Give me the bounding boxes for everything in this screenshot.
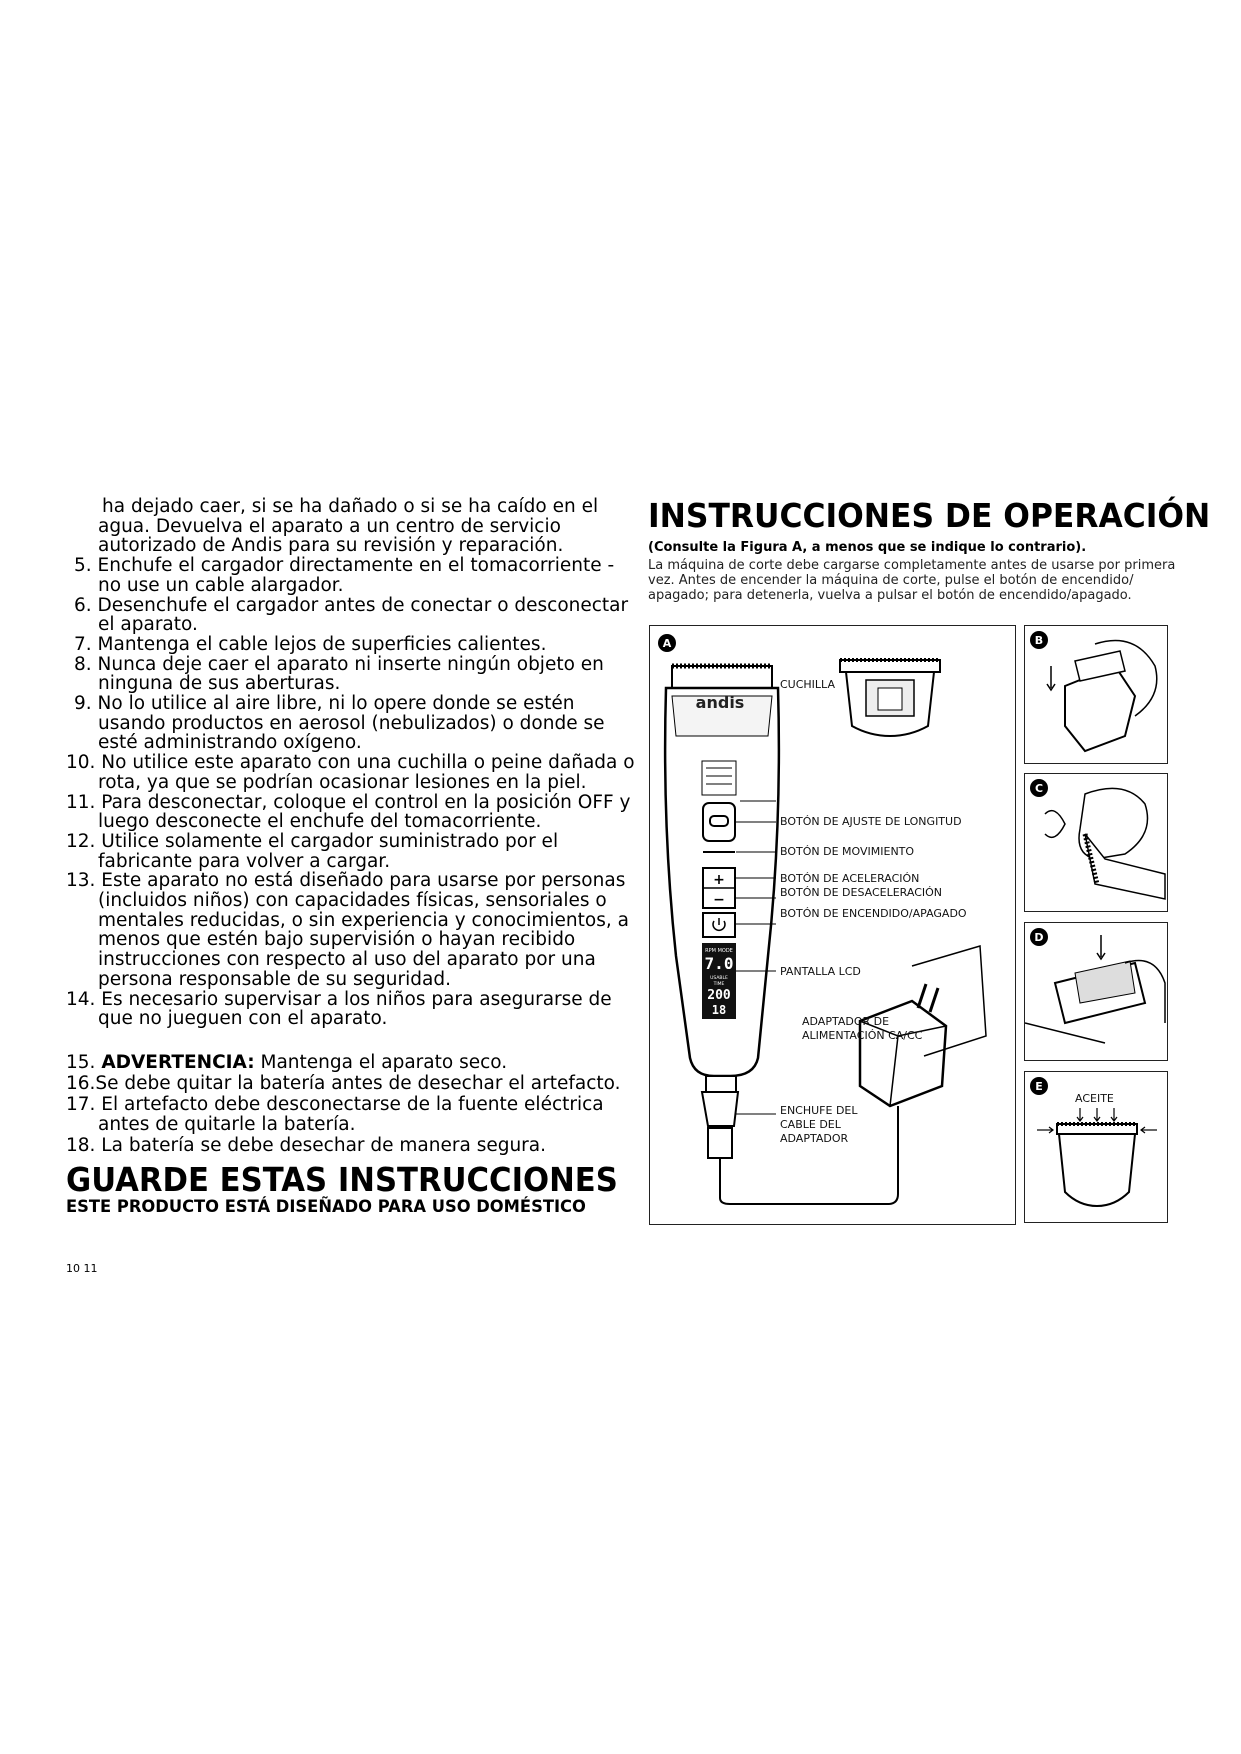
list-line: persona responsable de su seguridad. [98,968,451,990]
save-instructions-heading: GUARDE ESTAS INSTRUCCIONES [66,1160,618,1199]
label-power-button: BOTÓN DE ENCENDIDO/APAGADO [780,907,967,920]
list-line: no use un cable alargador. [98,574,344,596]
operation-paragraph-line: vez. Antes de encender la máquina de corte, pulse el botón de encendido/ [648,573,1134,588]
label-cuchilla: CUCHILLA [780,678,835,691]
length-adjust-icon [710,816,728,826]
plus-button[interactable]: + [713,872,725,888]
brand-logo: andis [695,693,745,712]
list-item-17: 17. El artefacto debe desconectarse de la fuente eléctrica [66,1094,604,1115]
list-line: menos que estén bajo supervisión o hayan recibido [98,929,576,951]
list-line: esté administrando oxígeno. [98,732,362,754]
lcd-battery-value: 18 [711,1003,727,1017]
figure-b-panel [1024,625,1168,764]
list-line: 12. Utilice solamente el cargador suministrado por el [66,830,559,852]
label-cable-plug: ENCHUFE DEL [780,1104,858,1117]
list-item-17-cont: antes de quitarle la batería. [98,1114,356,1135]
list-item-15: 15. ADVERTENCIA: Mantenga el aparato seco. [66,1052,508,1073]
list-line: 14. Es necesario supervisar a los niños para asegurarse de [66,988,612,1010]
list-line: usando productos en aerosol (nebulizados) o donde se [98,712,605,734]
list-line: 13. Este aparato no está diseñado para usarse por personas [66,870,626,892]
list-line: mentales reducidas, o sin experiencia y conocimientos, a [98,909,629,931]
list-line: 8. Nunca deje caer el aparato ni inserte ningún objeto en [74,653,604,675]
figure-c-panel [1024,773,1168,912]
figure-e-illustration [1025,1072,1167,1222]
operation-subtitle: (Consulte la Figura A, a menos que se indique lo contrario). [648,540,1087,555]
clipper-with-comb [1065,666,1135,751]
list-line: rota, ya que se podrían ocasionar lesiones en la piel. [98,771,587,793]
clipper-blade [672,666,772,688]
badge-e-label: E [1035,1080,1043,1093]
operation-title: INSTRUCCIONES DE OPERACIÓN [648,496,1211,535]
list-line: ninguna de sus aberturas. [98,673,341,695]
label-lcd: PANTALLA LCD [780,965,861,978]
list-line: 11. Para desconectar, coloque el control en la posición OFF y [66,791,631,813]
adapter-prong [930,988,938,1012]
label-movement-button: BOTÓN DE MOVIMIENTO [780,845,915,858]
clipper-diagram [650,626,1015,1224]
list-line: luego desconecte el enchufe del tomacorriente. [98,811,542,833]
lcd-time-value: 200 [707,988,731,1003]
list-item-18: 18. La batería se debe desechar de manera segura. [66,1135,547,1156]
lcd-mode-label: RPM MODE [705,948,733,954]
cable-plug-top [706,1076,736,1092]
list-line: agua. Devuelva el aparato a un centro de servicio [98,515,561,537]
cable-strain-relief [708,1128,732,1158]
adapter-prong [918,984,926,1008]
minus-button[interactable]: − [713,892,725,908]
clipper-head-front [1059,1134,1135,1206]
list-line: 5. Enchufe el cargador directamente en el tomacorriente - [74,555,615,577]
list-line: 10. No utilice este aparato con una cuchilla o peine dañada o [66,752,635,774]
operation-paragraph-line: La máquina de corte debe cargarse completamente antes de usarse por primera [648,558,1176,573]
figure-d-panel [1024,922,1168,1061]
list-line: instrucciones con respecto al uso del aparato por una [98,949,596,971]
length-scale [702,761,736,795]
label-deceleration-button: BOTÓN DE DESACELERACIÓN [780,886,943,899]
list-line: que no jueguen con el aparato. [98,1008,388,1030]
lcd-usable-label: USABLE [710,976,728,981]
label-cable-plug: CABLE DEL [780,1118,841,1131]
list-item-16: 16.Se debe quitar la batería antes de desechar el artefacto. [66,1073,621,1094]
blade-detail [840,660,940,736]
badge-d-label: D [1034,931,1044,944]
badge-a-label: A [662,637,672,650]
list-line: 6. Desenchufe el cargador antes de conectar o desconectar [74,594,629,616]
cable-plug [702,1092,738,1126]
label-adapter: ALIMENTACIÓN CA/CC [802,1029,923,1042]
badge-b-label: B [1034,634,1044,647]
operation-paragraph-line: apagado; para detenerla, vuelva a pulsar el botón de encendido/apagado. [648,588,1132,603]
label-oil: ACEITE [1075,1092,1114,1105]
list-line: 9. No lo utilice al aire libre, ni lo opere donde se estén [74,693,575,714]
figure-c-illustration [1025,774,1167,911]
label-cable-plug: ADAPTADOR [780,1132,849,1145]
label-length-button: BOTÓN DE AJUSTE DE LONGITUD [780,815,962,828]
list-line: ha dejado caer, si se ha dañado o si se ha caído en el [102,496,599,517]
list-line: 7. Mantenga el cable lejos de superficies calientes. [74,633,547,655]
list-line: autorizado de Andis para su revisión y reparación. [98,535,564,557]
figure-e-panel [1024,1071,1168,1223]
label-acceleration-button: BOTÓN DE ACELERACIÓN [780,872,920,885]
badge-c-label: C [1034,782,1044,795]
list-line: el aparato. [98,614,198,636]
figure-d-illustration [1025,923,1167,1060]
page-numbers: 10 11 [66,1262,98,1275]
figure-b-illustration [1025,626,1167,763]
lcd-speed: 7.0 [704,954,734,973]
label-adapter: ADAPTADOR DE [802,1015,890,1028]
lcd-time-label: TIME [713,982,725,987]
list-line: (incluidos niños) con capacidades físicas, sensoriales o [98,890,607,911]
list-line: fabricante para volver a cargar. [98,850,391,872]
figure-a-panel [649,625,1016,1225]
domestic-use-subheading: ESTE PRODUCTO ESTÁ DISEÑADO PARA USO DOMÉSTICO [66,1197,586,1217]
